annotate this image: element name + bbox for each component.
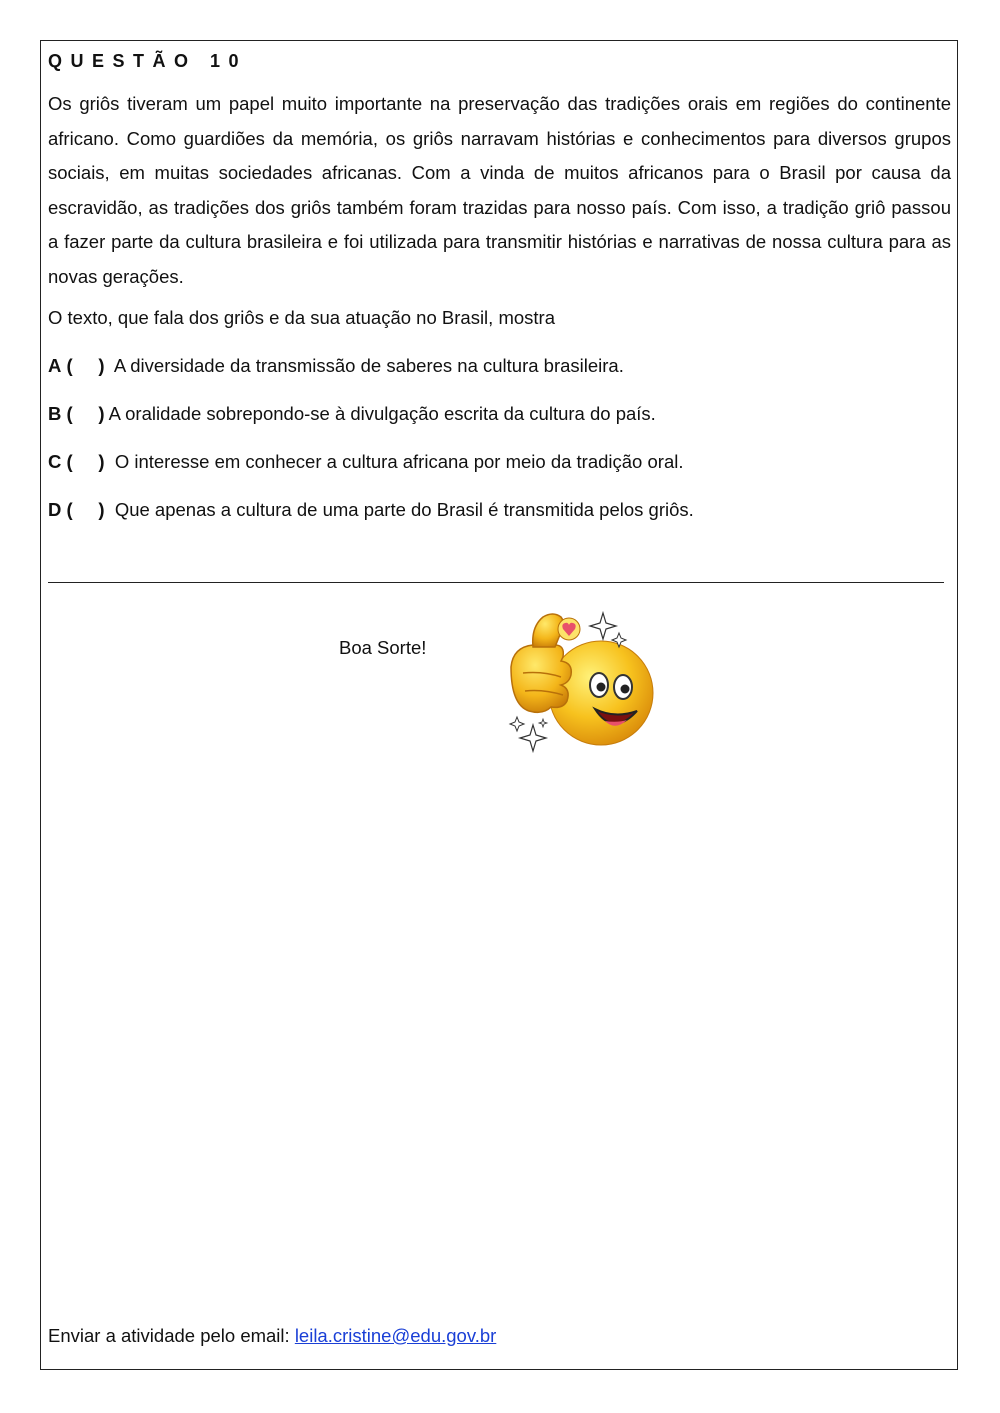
option-d[interactable] xyxy=(48,498,951,522)
option-text: A diversidade da transmissão de saberes na cultura brasileira. xyxy=(113,354,624,376)
option-c[interactable] xyxy=(48,450,951,474)
footer-label: Enviar a atividade pelo email: xyxy=(48,1325,290,1346)
thumbs-up-smiley-icon xyxy=(503,607,657,757)
option-text: A oralidade sobrepondo-se à divulgação escrita da cultura do país. xyxy=(108,402,656,424)
option-letter: B xyxy=(48,402,62,424)
option-text: O interesse em conhecer a cultura africana por meio da tradição oral. xyxy=(114,450,684,472)
good-luck-text: Boa Sorte! xyxy=(339,637,427,658)
option-b[interactable] xyxy=(48,402,951,426)
option-letter: C xyxy=(48,450,62,472)
footer xyxy=(48,1325,496,1347)
question-prompt: O texto, que fala dos griôs e da sua atuação no Brasil, mostra xyxy=(48,306,555,328)
option-checkbox[interactable]: ( ) xyxy=(66,402,105,424)
option-letter: A xyxy=(48,354,62,376)
option-checkbox[interactable]: ( ) xyxy=(66,498,105,520)
option-a[interactable] xyxy=(48,354,951,378)
question-paragraph: Os griôs tiveram um papel muito importante na preservação das tradições orais em regiões do continente africano. Como guardiões da memória, os griôs narravam histórias e conhecimentos para diversos grupos sociais, em muitas sociedades africanas. Com a vinda de muitos africanos para o Brasil por causa da escravidão, as tradições dos griôs também foram trazidas para nosso país. Com isso, a tradição griô passou a fazer parte da cultura brasileira e foi utilizada para transmitir histórias e narrativas de nossa cultura para as novas gerações. xyxy=(48,93,951,287)
question-content xyxy=(48,49,951,522)
option-letter: D xyxy=(48,498,62,520)
answer-divider xyxy=(48,582,944,583)
option-checkbox[interactable]: ( ) xyxy=(66,354,105,376)
email-link[interactable]: leila.cristine@edu.gov.br xyxy=(294,1325,497,1346)
question-title: QUESTÃO 10 xyxy=(48,51,248,71)
option-checkbox[interactable]: ( ) xyxy=(66,450,105,472)
question-frame xyxy=(40,40,958,1370)
option-text: Que apenas a cultura de uma parte do Brasil é transmitida pelos griôs. xyxy=(114,498,694,520)
